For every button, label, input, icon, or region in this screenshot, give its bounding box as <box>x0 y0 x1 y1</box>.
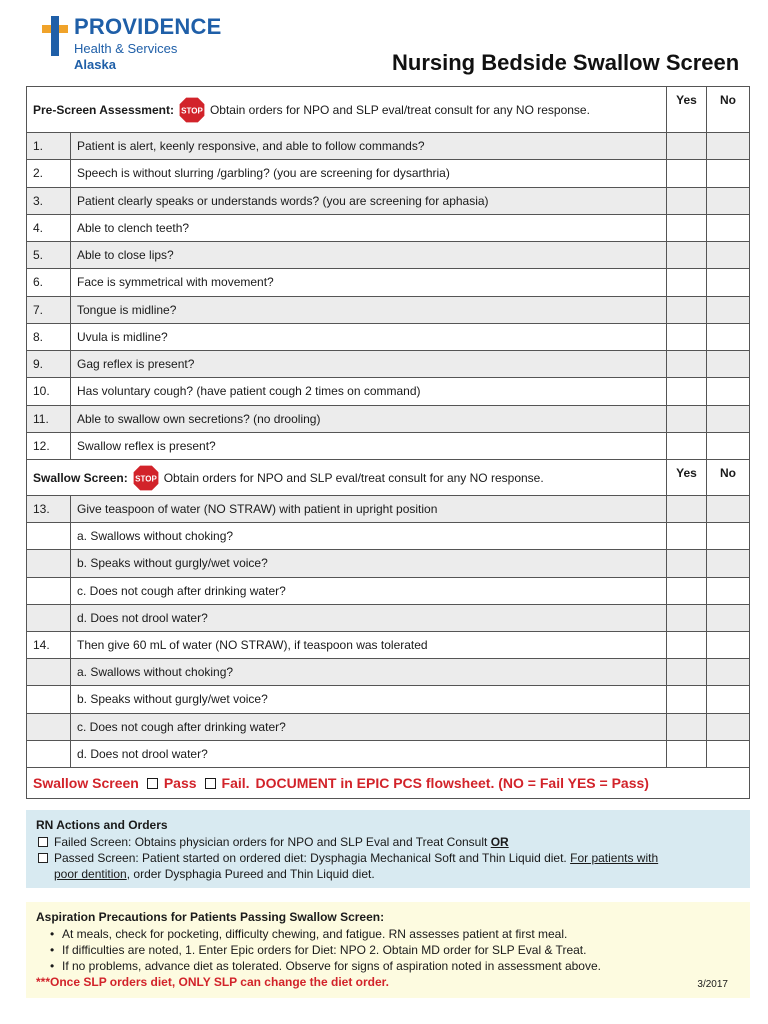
yes-cell[interactable] <box>666 523 706 549</box>
passed-screen-continuation: poor dentition, order Dysphagia Pureed and Thin Liquid diet. <box>54 867 375 881</box>
no-cell[interactable] <box>706 632 750 658</box>
no-cell[interactable] <box>706 496 750 522</box>
item-number: 9. <box>26 351 70 377</box>
item-number <box>26 578 70 604</box>
item-number <box>26 659 70 685</box>
no-cell[interactable] <box>706 351 750 377</box>
result-row <box>26 767 750 799</box>
providence-logo <box>42 14 222 76</box>
item-number: 3. <box>26 188 70 214</box>
item-question: c. Does not cough after drinking water? <box>70 578 666 604</box>
item-number: 5. <box>26 242 70 268</box>
table-row <box>26 631 750 658</box>
failed-screen-item: Failed Screen: Obtains physician orders for NPO and SLP Eval and Treat Consult OR <box>38 834 740 850</box>
yes-column-header: Yes <box>666 460 706 495</box>
item-number: 7. <box>26 297 70 323</box>
item-number <box>26 605 70 631</box>
item-number <box>26 714 70 740</box>
prescreen-label: Pre-Screen Assessment: <box>33 102 174 117</box>
swallow-instruction: Obtain orders for NPO and SLP eval/treat consult for any NO response. <box>163 470 544 485</box>
yes-cell[interactable] <box>666 133 706 159</box>
yes-cell[interactable] <box>666 242 706 268</box>
swallow-header-row <box>26 459 750 495</box>
rn-heading: RN Actions and Orders <box>36 818 168 832</box>
item-number: 1. <box>26 133 70 159</box>
item-number: 8. <box>26 324 70 350</box>
table-row <box>26 549 750 576</box>
item-question: c. Does not cough after drinking water? <box>70 714 666 740</box>
item-number <box>26 686 70 712</box>
no-cell[interactable] <box>706 686 750 712</box>
swallow-label: Swallow Screen: <box>33 470 128 485</box>
table-row <box>26 685 750 712</box>
item-question: d. Does not drool water? <box>70 605 666 631</box>
item-question: Uvula is midline? <box>70 324 666 350</box>
item-question: Able to clench teeth? <box>70 215 666 241</box>
no-cell[interactable] <box>706 659 750 685</box>
table-row <box>26 405 750 432</box>
yes-cell[interactable] <box>666 324 706 350</box>
pass-label: Pass <box>163 775 197 791</box>
table-row <box>26 241 750 268</box>
yes-cell[interactable] <box>666 714 706 740</box>
item-question: Able to close lips? <box>70 242 666 268</box>
item-number: 6. <box>26 269 70 295</box>
no-cell[interactable] <box>706 160 750 186</box>
stop-sign-text: STOP <box>134 474 157 483</box>
item-number: 14. <box>26 632 70 658</box>
yes-cell[interactable] <box>666 378 706 404</box>
item-question: Then give 60 mL of water (NO STRAW), if teaspoon was tolerated <box>70 632 666 658</box>
table-row <box>26 377 750 404</box>
slp-note: ***Once SLP orders diet, ONLY SLP can change the diet order. <box>36 975 390 989</box>
no-cell[interactable] <box>706 550 750 576</box>
table-row <box>26 495 750 522</box>
item-number: 12. <box>26 433 70 459</box>
no-cell[interactable] <box>706 406 750 432</box>
no-cell[interactable] <box>706 605 750 631</box>
aspiration-bullet: • If difficulties are noted, 1. Enter Epic orders for Diet: NPO 2. Obtain MD order for SLP Eval & Treat. <box>66 942 740 958</box>
table-row <box>26 132 750 159</box>
item-question: b. Speaks without gurgly/wet voice? <box>70 686 666 712</box>
no-cell[interactable] <box>706 578 750 604</box>
item-question: Gag reflex is present? <box>70 351 666 377</box>
item-question: Face is symmetrical with movement? <box>70 269 666 295</box>
yes-cell[interactable] <box>666 160 706 186</box>
item-number <box>26 741 70 767</box>
fail-label: Fail. <box>221 775 250 791</box>
logo-subtitle: Health & Services <box>74 41 178 56</box>
document-instruction: DOCUMENT in EPIC PCS flowsheet. (NO = Fail YES = Pass) <box>255 775 649 791</box>
item-question: Has voluntary cough? (have patient cough 2 times on command) <box>70 378 666 404</box>
no-cell[interactable] <box>706 714 750 740</box>
table-row <box>26 658 750 685</box>
item-question: Tongue is midline? <box>70 297 666 323</box>
yes-cell[interactable] <box>666 659 706 685</box>
yes-cell[interactable] <box>666 632 706 658</box>
no-cell[interactable] <box>706 215 750 241</box>
pass-checkbox[interactable] <box>147 778 158 789</box>
no-cell[interactable] <box>706 324 750 350</box>
yes-cell[interactable] <box>666 433 706 459</box>
item-number: 2. <box>26 160 70 186</box>
page-title: Nursing Bedside Swallow Screen <box>392 50 740 75</box>
table-row <box>26 604 750 631</box>
item-question: Give teaspoon of water (NO STRAW) with patient in upright position <box>70 496 666 522</box>
failed-checkbox[interactable] <box>38 837 48 847</box>
table-row <box>26 159 750 186</box>
item-question: b. Speaks without gurgly/wet voice? <box>70 550 666 576</box>
rn-actions-box <box>26 810 750 888</box>
yes-cell[interactable] <box>666 578 706 604</box>
table-row <box>26 713 750 740</box>
yes-cell[interactable] <box>666 351 706 377</box>
item-question: Patient clearly speaks or understands words? (you are screening for aphasia) <box>70 188 666 214</box>
item-number: 10. <box>26 378 70 404</box>
table-row <box>26 268 750 295</box>
yes-cell[interactable] <box>666 297 706 323</box>
item-number <box>26 523 70 549</box>
no-cell[interactable] <box>706 242 750 268</box>
table-row <box>26 323 750 350</box>
result-label: Swallow Screen <box>33 775 139 791</box>
revision-date: 3/2017 <box>697 979 728 990</box>
passed-screen-item: Passed Screen: Patient started on ordered diet: Dysphagia Mechanical Soft and Thin Liquid diet. For patients with <box>38 850 740 866</box>
yes-cell[interactable] <box>666 686 706 712</box>
or-text: OR <box>490 835 509 849</box>
table-row <box>26 214 750 241</box>
passed-checkbox[interactable] <box>38 853 48 863</box>
fail-checkbox[interactable] <box>205 778 216 789</box>
stop-sign-icon <box>132 464 160 492</box>
yes-column-header: Yes <box>666 87 706 132</box>
table-row <box>26 740 750 767</box>
item-question: Swallow reflex is present? <box>70 433 666 459</box>
table-row <box>26 577 750 604</box>
yes-cell[interactable] <box>666 406 706 432</box>
no-cell[interactable] <box>706 433 750 459</box>
yes-cell[interactable] <box>666 550 706 576</box>
item-number: 13. <box>26 496 70 522</box>
yes-cell[interactable] <box>666 496 706 522</box>
aspiration-heading: Aspiration Precautions for Patients Passing Swallow Screen: <box>36 910 385 924</box>
item-number: 4. <box>26 215 70 241</box>
item-question: d. Does not drool water? <box>70 741 666 767</box>
table-row <box>26 187 750 214</box>
logo-region: Alaska <box>74 57 116 72</box>
yes-cell[interactable] <box>666 269 706 295</box>
no-column-header: No <box>706 460 750 495</box>
no-cell[interactable] <box>706 378 750 404</box>
prescreen-header-row <box>26 86 750 132</box>
table-row <box>26 296 750 323</box>
aspiration-precautions-box <box>26 902 750 998</box>
no-cell[interactable] <box>706 188 750 214</box>
yes-cell[interactable] <box>666 605 706 631</box>
item-question: Able to swallow own secretions? (no drooling) <box>70 406 666 432</box>
prescreen-instruction: Obtain orders for NPO and SLP eval/treat consult for any NO response. <box>209 102 590 117</box>
cross-icon <box>42 16 68 56</box>
item-number <box>26 550 70 576</box>
item-question: a. Swallows without choking? <box>70 659 666 685</box>
table-row <box>26 350 750 377</box>
item-question: Patient is alert, keenly responsive, and able to follow commands? <box>70 133 666 159</box>
aspiration-bullet: • At meals, check for pocketing, difficulty chewing, and fatigue. RN assesses patient at first meal. <box>66 926 740 942</box>
table-row <box>26 432 750 459</box>
logo-name: PROVIDENCE <box>74 14 222 39</box>
stop-sign-text: STOP <box>181 106 203 115</box>
aspiration-bullet: • If no problems, advance diet as tolerated. Observe for signs of aspiration noted in assessment above. <box>66 958 740 974</box>
no-column-header: No <box>706 87 750 132</box>
item-question: a. Swallows without choking? <box>70 523 666 549</box>
yes-cell[interactable] <box>666 215 706 241</box>
no-cell[interactable] <box>706 741 750 767</box>
stop-sign-icon <box>178 96 206 124</box>
no-cell[interactable] <box>706 297 750 323</box>
no-cell[interactable] <box>706 133 750 159</box>
yes-cell[interactable] <box>666 741 706 767</box>
no-cell[interactable] <box>706 523 750 549</box>
item-question: Speech is without slurring /garbling? (you are screening for dysarthria) <box>70 160 666 186</box>
item-number: 11. <box>26 406 70 432</box>
no-cell[interactable] <box>706 269 750 295</box>
yes-cell[interactable] <box>666 188 706 214</box>
table-row <box>26 522 750 549</box>
